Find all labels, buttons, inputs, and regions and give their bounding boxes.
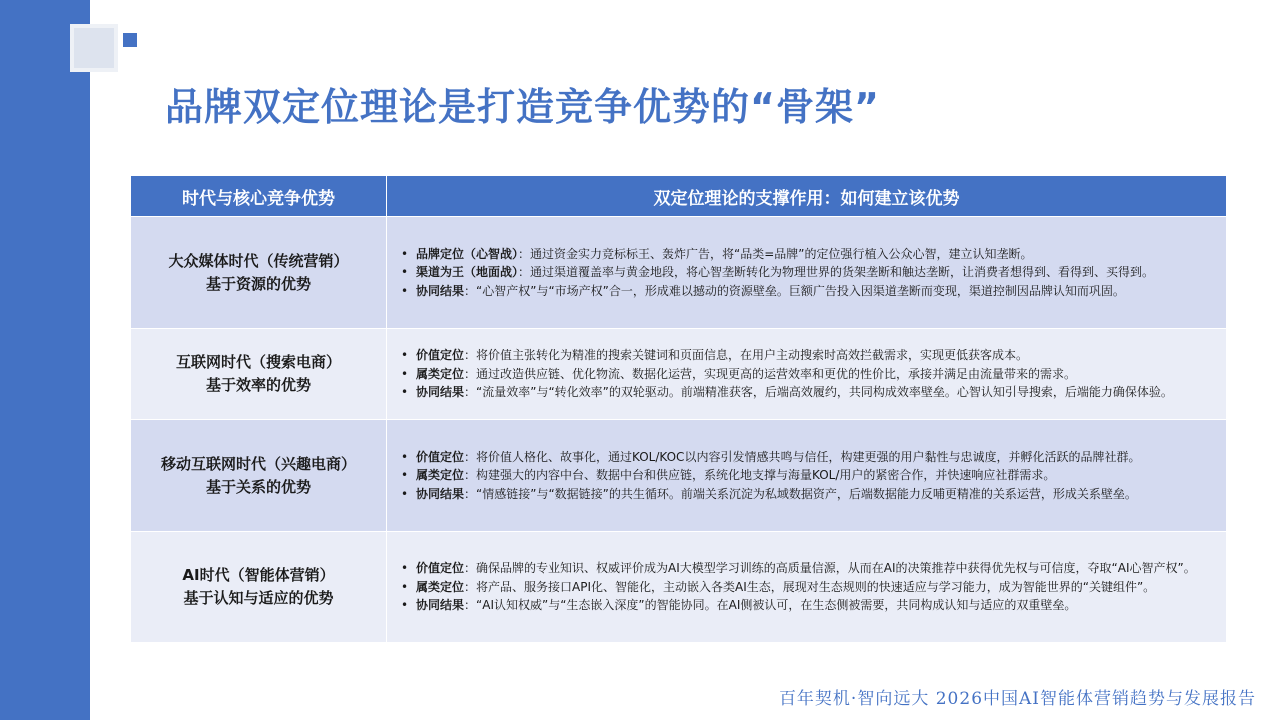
positioning-table <box>130 175 1227 643</box>
table-row <box>131 329 1227 420</box>
detail-cell <box>387 420 1227 532</box>
list-item <box>399 263 1218 282</box>
header-era: 时代与核心竞争优势 <box>131 176 387 217</box>
era-name: 互联网时代（搜索电商） <box>175 353 341 371</box>
table-row <box>131 532 1227 643</box>
point-text: ：构建强大的内容中台、数据中台和供应链，系统化地支撑与海量KOL/用户的紧密合作，并快速响应社群需求。 <box>464 468 1056 483</box>
page-title: 品牌双定位理论是打造竞争优势的“骨架” <box>165 85 880 129</box>
era-advantage: 基于资源的优势 <box>205 274 311 293</box>
list-item <box>399 485 1218 504</box>
point-text: ：通过渠道覆盖率与黄金地段，将心智垄断转化为物理世界的货架垄断和触达垄断，让消费者想得到、看得到、买得到。 <box>518 265 1155 280</box>
point-label: 价值定位 <box>416 348 465 363</box>
detail-cell <box>387 532 1227 643</box>
list-item <box>399 559 1218 578</box>
era-cell <box>131 217 387 329</box>
era-cell <box>131 329 387 420</box>
point-text: ：通过改造供应链、优化物流、数据化运营，实现更高的运营效率和更优的性价比，承接并满足由流量带来的需求。 <box>464 366 1077 381</box>
left-accent-bar <box>0 0 90 720</box>
point-text: ：“情感链接”与“数据链接”的共生循环。前端关系沉淀为私域数据资产，后端数据能力反哺更精准的关系运营，形成关系壁垒。 <box>464 486 1137 501</box>
list-item <box>399 578 1218 597</box>
era-name: AI时代（智能体营销） <box>182 566 335 584</box>
list-item <box>399 346 1218 365</box>
era-cell <box>131 420 387 532</box>
point-label: 属类定位 <box>416 468 465 483</box>
list-item <box>399 596 1218 615</box>
table-row <box>131 420 1227 532</box>
point-text: ：通过资金实力竞标标王、轰炸广告，将“品类=品牌”的定位强行植入公众心智，建立认知垄断。 <box>518 246 1033 261</box>
point-label: 协同结果 <box>416 486 465 501</box>
decorative-square-small <box>123 33 137 47</box>
table-row <box>131 217 1227 329</box>
point-text: ：“AI认知权威”与“生态嵌入深度”的智能协同。在AI侧被认可，在生态侧被需要，共同构成认知与适应的双重壁垒。 <box>464 598 1077 613</box>
point-list <box>399 245 1218 301</box>
era-advantage: 基于认知与适应的优势 <box>183 589 334 607</box>
list-item <box>399 383 1218 402</box>
list-item <box>399 365 1218 384</box>
point-text: ：确保品牌的专业知识、权威评价成为AI大模型学习训练的高质量信源，从而在AI的决策推荐中获得优先权与可信度，夺取“AI心智产权”。 <box>464 561 1196 576</box>
list-item <box>399 448 1218 467</box>
era-name: 移动互联网时代（兴趣电商） <box>160 454 356 473</box>
point-label: 协同结果 <box>416 385 465 400</box>
point-label: 价值定位 <box>416 449 465 464</box>
point-label: 渠道为王（地面战） <box>416 265 519 280</box>
point-label: 属类定位 <box>416 366 465 381</box>
footer-report-title: 百年契机·智向远大 2026中国AI智能体营销趋势与发展报告 <box>778 689 1256 709</box>
list-item <box>399 245 1218 264</box>
detail-cell <box>387 217 1227 329</box>
list-item <box>399 466 1218 485</box>
point-list <box>399 448 1218 504</box>
point-text: ：将价值主张转化为精准的搜索关键词和页面信息，在用户主动搜索时高效拦截需求，实现更低获客成本。 <box>464 348 1029 363</box>
point-text: ：将产品、服务接口API化、智能化，主动嵌入各类AI生态，展现对生态规则的快速适应与学习能力，成为智能世界的“关键组件”。 <box>464 579 1156 594</box>
point-text: ：“流量效率”与“转化效率”的双轮驱动。前端精准获客，后端高效履约，共同构成效率壁垒。心智认知引导搜索，后端能力确保体验。 <box>464 385 1173 400</box>
era-name: 大众媒体时代（传统营销） <box>168 251 349 270</box>
point-label: 协同结果 <box>416 598 465 613</box>
point-text: ：将价值人格化、故事化，通过KOL/KOC以内容引发情感共鸣与信任，构建更强的用户黏性与忠诚度，并孵化活跃的品牌社群。 <box>464 449 1141 464</box>
detail-cell <box>387 329 1227 420</box>
era-advantage: 基于效率的优势 <box>205 376 311 394</box>
header-support: 双定位理论的支撑作用：如何建立该优势 <box>387 176 1227 217</box>
point-text: ：“心智产权”与“市场产权”合一，形成难以撼动的资源壁垒。巨额广告投入因渠道垄断而变现，渠道控制因品牌认知而巩固。 <box>464 283 1125 298</box>
era-cell <box>131 532 387 643</box>
decorative-square-large <box>70 24 118 72</box>
list-item <box>399 282 1218 301</box>
point-label: 属类定位 <box>416 579 465 594</box>
era-advantage: 基于关系的优势 <box>205 477 311 496</box>
point-label: 价值定位 <box>416 561 465 576</box>
point-label: 品牌定位（心智战） <box>416 246 519 261</box>
point-label: 协同结果 <box>416 283 465 298</box>
table-header-row <box>131 176 1227 217</box>
point-list <box>399 559 1218 615</box>
point-list <box>399 346 1218 402</box>
